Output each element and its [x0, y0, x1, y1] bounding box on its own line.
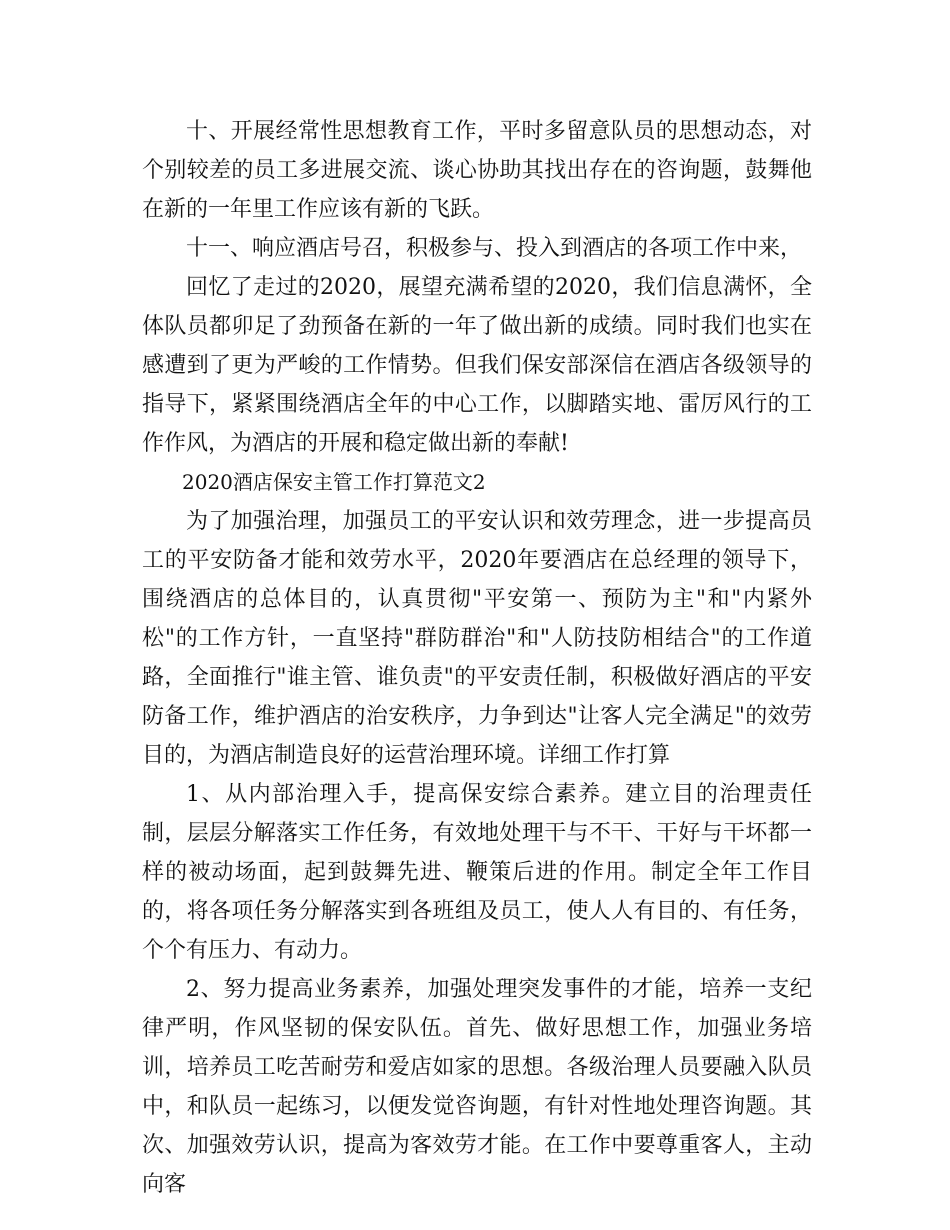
section-heading: 2020酒店保安主管工作打算范文2: [182, 470, 486, 494]
paragraph-item-10: 十、开展经常性思想教育工作，平时多留意队员的思想动态，对个别较差的员工多进展交流、谈心协助其找出存在的咨询题，鼓舞他在新的一年里工作应该有新的飞跃。: [142, 119, 812, 222]
paragraph-intro: 为了加强治理，加强员工的平安认识和效劳理念，进一步提高员工的平安防备才能和效劳水平，2020年要酒店在总经理的领导下，围绕酒店的总体目的，认真贯彻"平安第一、预防为主"和"内紧外松"的工作方针，一直坚持"群防群治"和"人防技防相结合"的工作道路，全面推行"谁主管、谁负责"的平安责任制，积极做好酒店的平安防备工作，维护酒店的治安秩序，力争到达"让客人完全满足"的效劳目的，为酒店制造良好的运营治理环境。详细工作打算: [142, 509, 812, 768]
paragraph-item-2: 2、努力提高业务素养，加强处理突发事件的才能，培养一支纪律严明，作风坚韧的保安队伍。首先、做好思想工作，加强业务培训，培养员工吃苦耐劳和爱店如家的思想。各级治理人员要融入队员中，和队员一起练习，以便发觉咨询题，有针对性地处理咨询题。其次、加强效劳认识，提高为客效劳才能。在工作中要尊重客人，主动向客: [142, 977, 812, 1197]
document-body: [142, 112, 812, 1204]
paragraph-item-1: 1、从内部治理入手，提高保安综合素养。建立目的治理责任制，层层分解落实工作任务，有效地处理干与不干、干好与干坏都一样的被动场面，起到鼓舞先进、鞭策后进的作用。制定全年工作目的，将各项任务分解落实到各班组及员工，使人人有目的、有任务，个个有压力、有动力。: [142, 782, 812, 963]
paragraph-item-11: 十一、响应酒店号召，积极参与、投入到酒店的各项工作中来，: [186, 236, 803, 261]
paragraph-review-outlook: 回忆了走过的2020，展望充满希望的2020，我们信息满怀，全体队员都卯足了劲预备在新的一年了做出新的成绩。同时我们也实在感遭到了更为严峻的工作情势。但我们保安部深信在酒店各级领导的指导下，紧紧围绕酒店全年的中心工作，以脚踏实地、雷厉风行的工作作风，为酒店的开展和稳定做出新的奉献!: [142, 275, 812, 456]
